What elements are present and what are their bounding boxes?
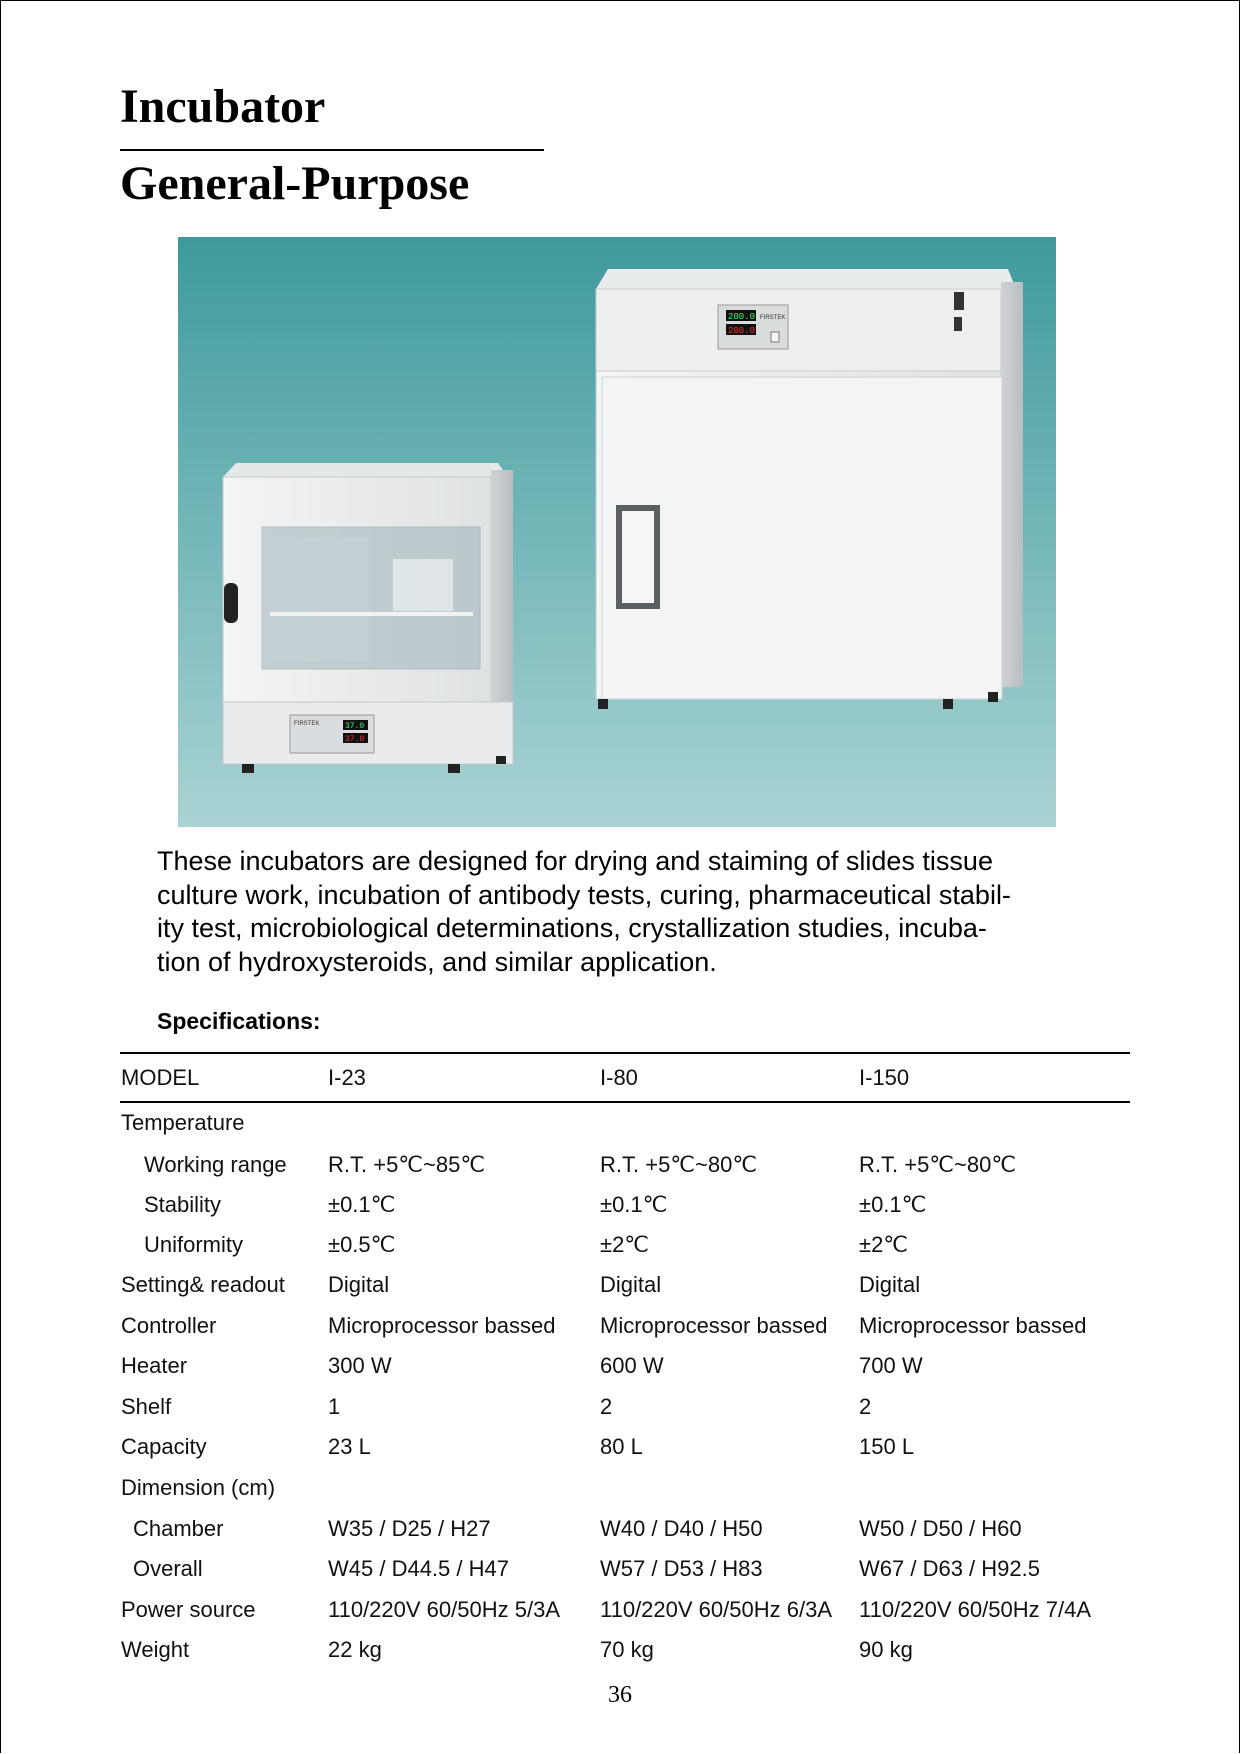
table-row bbox=[120, 1554, 1130, 1594]
table-cell: 23 L bbox=[328, 1434, 371, 1459]
table-cell: 2 bbox=[859, 1394, 872, 1419]
row-label: Chamber bbox=[133, 1516, 224, 1541]
description-line: culture work, incubation of antibody tests, curing, pharmaceutical stabil- bbox=[157, 879, 1011, 910]
table-cell: ±2℃ bbox=[600, 1232, 650, 1257]
table-row bbox=[120, 1635, 1130, 1675]
row-label: Setting& readout bbox=[121, 1272, 285, 1297]
table-cell: Microprocessor bassed bbox=[328, 1313, 556, 1338]
table-cell: Digital bbox=[859, 1272, 921, 1297]
small-display-top: 37.0 bbox=[345, 722, 365, 731]
table-cell: 110/220V 60/50Hz 7/4A bbox=[859, 1597, 1091, 1622]
table-cell: 70 kg bbox=[600, 1637, 654, 1662]
large-display-bottom: 200.0 bbox=[728, 326, 756, 336]
table-row bbox=[120, 1311, 1130, 1351]
incubators-illustration bbox=[178, 237, 1056, 827]
table-cell: 110/220V 60/50Hz 5/3A bbox=[328, 1597, 560, 1622]
table-cell: R.T. +5℃~80℃ bbox=[859, 1152, 1017, 1177]
title-divider bbox=[120, 149, 544, 151]
large-display-top: 200.0 bbox=[728, 312, 756, 322]
table-row bbox=[120, 1270, 1130, 1310]
row-label: Stability bbox=[144, 1192, 222, 1217]
table-row bbox=[120, 1473, 1130, 1513]
table-cell: ±0.5℃ bbox=[328, 1232, 396, 1257]
table-rule-top bbox=[120, 1052, 1130, 1054]
small-display-bottom: 37.0 bbox=[345, 735, 365, 744]
table-cell: W45 / D44.5 / H47 bbox=[328, 1556, 509, 1581]
page-number: 36 bbox=[608, 1682, 632, 1708]
row-label: Shelf bbox=[121, 1394, 172, 1419]
table-row bbox=[120, 1108, 1130, 1148]
description-line: ity test, microbiological determinations, crystallization studies, incuba- bbox=[157, 913, 987, 943]
table-cell: W67 / D63 / H92.5 bbox=[859, 1556, 1040, 1581]
table-row bbox=[120, 1392, 1130, 1432]
table-cell: Microprocessor bassed bbox=[600, 1313, 828, 1338]
row-label: Power source bbox=[121, 1597, 256, 1622]
table-cell: 700 W bbox=[859, 1353, 923, 1378]
row-label: Weight bbox=[121, 1637, 190, 1662]
row-label: Temperature bbox=[121, 1110, 245, 1135]
description-line: tion of hydroxysteroids, and similar application. bbox=[157, 946, 717, 977]
table-cell: 80 L bbox=[600, 1434, 643, 1459]
table-cell: W35 / D25 / H27 bbox=[328, 1516, 491, 1541]
table-cell: 300 W bbox=[328, 1353, 392, 1378]
table-cell: W57 / D53 / H83 bbox=[600, 1556, 763, 1581]
table-cell: ±2℃ bbox=[859, 1232, 909, 1257]
row-label: Overall bbox=[133, 1556, 203, 1581]
table-row bbox=[120, 1230, 1130, 1270]
column-header-2: I-80 bbox=[600, 1065, 638, 1090]
small-brand-label: FIRSTEK bbox=[294, 721, 320, 727]
row-label: Uniformity bbox=[144, 1232, 244, 1257]
table-cell: 90 kg bbox=[859, 1637, 913, 1662]
page-title: Incubator bbox=[120, 80, 326, 133]
row-label: Heater bbox=[121, 1353, 188, 1378]
table-row bbox=[120, 1351, 1130, 1391]
table-cell: 2 bbox=[600, 1394, 613, 1419]
specifications-heading: Specifications: bbox=[157, 1008, 321, 1034]
row-label: Controller bbox=[121, 1313, 217, 1338]
column-header-1: I-23 bbox=[328, 1065, 366, 1090]
table-row bbox=[120, 1150, 1130, 1190]
large-brand-label: FIRSTEK bbox=[760, 315, 786, 321]
table-row bbox=[120, 1190, 1130, 1230]
table-cell: R.T. +5℃~85℃ bbox=[328, 1152, 486, 1177]
large-incubator bbox=[596, 269, 1023, 709]
column-header-3: I-150 bbox=[859, 1065, 910, 1090]
table-cell: R.T. +5℃~80℃ bbox=[600, 1152, 758, 1177]
table-cell: 1 bbox=[328, 1394, 341, 1419]
table-cell: 600 W bbox=[600, 1353, 664, 1378]
row-label: Dimension (cm) bbox=[121, 1475, 276, 1500]
small-incubator bbox=[223, 463, 513, 773]
table-row bbox=[120, 1514, 1130, 1554]
table-cell: W50 / D50 / H60 bbox=[859, 1516, 1022, 1541]
table-cell: Microprocessor bassed bbox=[859, 1313, 1087, 1338]
table-cell: ±0.1℃ bbox=[328, 1192, 396, 1217]
table-row bbox=[120, 1595, 1130, 1635]
row-label: Working range bbox=[144, 1152, 287, 1177]
table-header-row bbox=[120, 1063, 1130, 1103]
table-cell: W40 / D40 / H50 bbox=[600, 1516, 763, 1541]
table-cell: 22 kg bbox=[328, 1637, 382, 1662]
table-cell: 150 L bbox=[859, 1434, 915, 1459]
product-photo bbox=[178, 237, 1056, 827]
table-row bbox=[120, 1432, 1130, 1472]
table-cell: 110/220V 60/50Hz 6/3A bbox=[600, 1597, 832, 1622]
table-cell: ±0.1℃ bbox=[859, 1192, 927, 1217]
product-description bbox=[157, 845, 1097, 979]
description-line: These incubators are designed for drying and staiming of slides tissue bbox=[157, 846, 993, 876]
table-cell: Digital bbox=[328, 1272, 390, 1297]
table-cell: Digital bbox=[600, 1272, 662, 1297]
row-label: Capacity bbox=[121, 1434, 207, 1459]
table-cell: ±0.1℃ bbox=[600, 1192, 668, 1217]
page-subtitle: General-Purpose bbox=[120, 157, 470, 210]
column-header-model: MODEL bbox=[121, 1065, 200, 1090]
